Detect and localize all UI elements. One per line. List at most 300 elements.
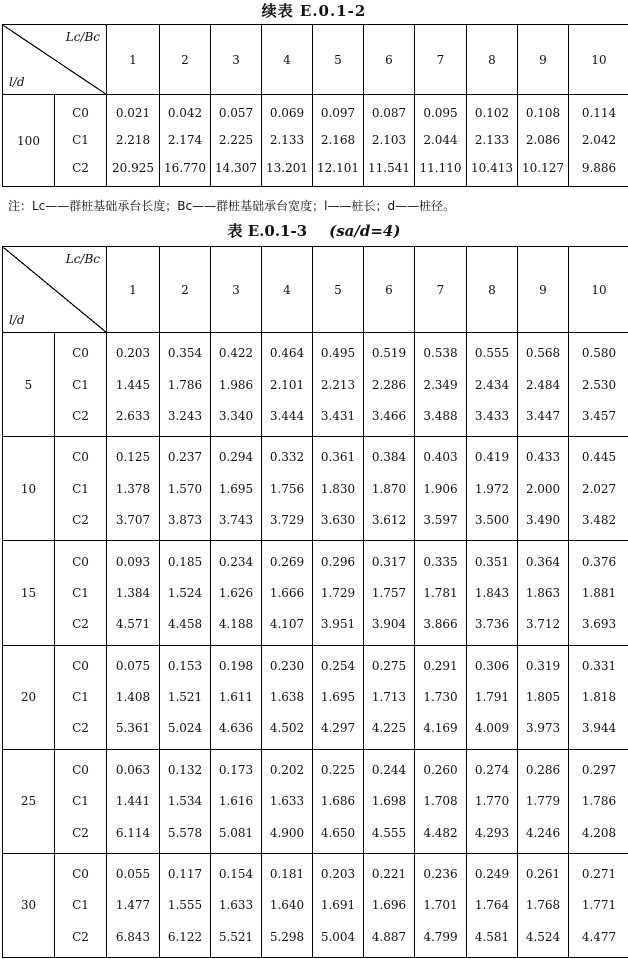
value-cell xyxy=(518,333,569,437)
value-stack xyxy=(467,650,517,744)
table-row xyxy=(3,853,628,957)
value-cell xyxy=(364,853,415,957)
column-header: 2 xyxy=(160,25,211,95)
value-stack xyxy=(518,650,568,744)
coefficient-value: 3.707 xyxy=(115,513,151,528)
value-stack xyxy=(313,442,363,536)
coefficient-value: 1.786 xyxy=(581,794,617,809)
value-stack xyxy=(211,650,261,744)
coefficient-value: 3.712 xyxy=(525,617,561,632)
coefficient-value: 1.756 xyxy=(269,481,305,496)
coefficient-value: 2.633 xyxy=(115,408,151,423)
value-cell xyxy=(211,853,262,957)
value-stack xyxy=(107,100,159,182)
coefficient-label: C0 xyxy=(72,346,89,361)
l-d-value-cell: 30 xyxy=(3,853,55,957)
coefficient-value: 1.640 xyxy=(269,898,305,913)
coefficient-value: 1.696 xyxy=(371,898,407,913)
value-stack xyxy=(262,650,312,744)
coefficient-value: 5.521 xyxy=(218,929,254,944)
coefficient-value: 4.900 xyxy=(269,825,305,840)
value-stack xyxy=(569,100,628,182)
coefficient-value: 1.441 xyxy=(115,794,151,809)
coefficient-value: 3.243 xyxy=(167,408,203,423)
value-cell xyxy=(467,749,518,853)
value-stack xyxy=(107,858,159,952)
coefficient-value: 2.349 xyxy=(423,377,458,392)
coefficient-value: 3.431 xyxy=(320,408,356,423)
coefficient-value: 1.633 xyxy=(269,794,305,809)
value-cell xyxy=(160,541,211,645)
coefficient-label: C0 xyxy=(72,554,89,569)
value-stack xyxy=(160,442,210,536)
table-note: 注：Lc——群桩基础承台长度；Bc——群桩基础承台宽度；l——桩长；d——桩径。 xyxy=(8,199,456,213)
value-cell xyxy=(107,95,160,187)
l-d-value-cell: 10 xyxy=(3,437,55,541)
coefficient-value: 1.570 xyxy=(167,481,203,496)
coefficient-value: 1.666 xyxy=(269,585,305,600)
coefficient-value: 3.736 xyxy=(474,617,510,632)
coefficient-label-stack xyxy=(55,546,106,640)
coefficient-value: 1.764 xyxy=(474,898,510,913)
coefficient-value: 4.208 xyxy=(581,825,617,840)
value-cell xyxy=(569,437,628,541)
value-stack xyxy=(107,754,159,848)
coefficient-table xyxy=(2,246,628,958)
value-stack xyxy=(262,546,312,640)
coefficient-value: 16.770 xyxy=(164,160,206,175)
coefficient-value: 0.057 xyxy=(218,106,254,121)
value-cell xyxy=(262,541,313,645)
value-cell xyxy=(313,541,364,645)
column-header: 7 xyxy=(415,247,467,333)
l-d-value-cell: 100 xyxy=(3,95,55,187)
value-stack xyxy=(262,100,312,182)
coefficient-value: 2.213 xyxy=(320,377,356,392)
coefficient-value: 3.693 xyxy=(581,617,617,632)
value-stack xyxy=(107,338,159,432)
value-cell xyxy=(262,853,313,957)
value-stack xyxy=(262,442,312,536)
value-cell xyxy=(415,333,467,437)
value-cell xyxy=(160,333,211,437)
value-stack xyxy=(107,546,159,640)
coefficient-value: 0.568 xyxy=(525,346,561,361)
coefficient-value: 1.616 xyxy=(218,794,254,809)
header-lc-bc-label: Lc/Bc xyxy=(65,30,100,44)
coefficient-value: 4.188 xyxy=(218,617,254,632)
column-header: 4 xyxy=(262,247,313,333)
column-header: 1 xyxy=(107,25,160,95)
coefficient-value: 3.482 xyxy=(581,513,617,528)
coefficient-value: 3.447 xyxy=(525,408,561,423)
coefficient-value: 12.101 xyxy=(317,160,359,175)
value-cell xyxy=(467,333,518,437)
coefficient-value: 2.286 xyxy=(371,377,407,392)
coefficient-value: 6.114 xyxy=(115,825,151,840)
coefficient-value: 3.944 xyxy=(581,721,617,736)
l-d-value-cell: 5 xyxy=(3,333,55,437)
coefficient-value: 0.306 xyxy=(474,658,510,673)
coefficient-value: 0.055 xyxy=(115,867,151,882)
coefficient-value: 0.069 xyxy=(269,106,305,121)
coefficient-value: 1.408 xyxy=(115,690,151,705)
coefficient-label-cell xyxy=(55,437,107,541)
value-cell xyxy=(107,333,160,437)
value-stack xyxy=(313,100,363,182)
coefficient-label-cell xyxy=(55,95,107,187)
coefficient-value: 0.132 xyxy=(167,762,203,777)
coefficient-value: 3.500 xyxy=(474,513,510,528)
coefficient-value: 11.541 xyxy=(368,160,410,175)
coefficient-value: 2.042 xyxy=(581,133,617,148)
coefficient-value: 4.799 xyxy=(423,929,458,944)
coefficient-label-stack xyxy=(55,338,106,432)
value-cell xyxy=(313,645,364,749)
value-cell xyxy=(313,437,364,541)
coefficient-value: 3.340 xyxy=(218,408,254,423)
coefficient-value: 5.004 xyxy=(320,929,356,944)
coefficient-value: 2.434 xyxy=(474,377,510,392)
value-stack xyxy=(107,442,159,536)
column-header: 3 xyxy=(211,25,262,95)
coefficient-value: 0.331 xyxy=(581,658,617,673)
coefficient-label-stack xyxy=(55,754,106,848)
coefficient-value: 3.873 xyxy=(167,513,203,528)
coefficient-value: 2.218 xyxy=(115,133,151,148)
coefficient-value: 2.168 xyxy=(320,133,356,148)
value-cell xyxy=(467,853,518,957)
coefficient-value: 0.125 xyxy=(115,450,151,465)
coefficient-value: 0.225 xyxy=(320,762,356,777)
coefficient-value: 0.351 xyxy=(474,554,510,569)
coefficient-label: C2 xyxy=(72,825,89,840)
value-cell xyxy=(211,333,262,437)
value-cell xyxy=(415,437,467,541)
coefficient-value: 0.075 xyxy=(115,658,151,673)
value-cell xyxy=(415,541,467,645)
coefficient-value: 1.534 xyxy=(167,794,203,809)
coefficient-value: 1.986 xyxy=(218,377,254,392)
value-stack xyxy=(211,858,261,952)
coefficient-value: 3.904 xyxy=(371,617,407,632)
coefficient-value: 0.154 xyxy=(218,867,254,882)
value-cell xyxy=(160,95,211,187)
coefficient-value: 3.729 xyxy=(269,513,305,528)
table-title-main: 表 E.0.1-3 xyxy=(227,222,308,240)
coefficient-value: 20.925 xyxy=(112,160,154,175)
value-cell xyxy=(569,645,628,749)
value-cell xyxy=(160,749,211,853)
value-stack xyxy=(415,100,466,182)
coefficient-value: 1.791 xyxy=(474,690,510,705)
coefficient-label: C1 xyxy=(72,690,89,705)
coefficient-value: 0.354 xyxy=(167,346,203,361)
value-cell xyxy=(518,645,569,749)
value-stack xyxy=(211,442,261,536)
header-row xyxy=(3,247,628,333)
coefficient-value: 1.611 xyxy=(218,690,254,705)
coefficient-label: C0 xyxy=(72,658,89,673)
value-stack xyxy=(569,442,628,536)
coefficient-value: 0.198 xyxy=(218,658,254,673)
value-cell xyxy=(569,541,628,645)
coefficient-value: 3.743 xyxy=(218,513,254,528)
coefficient-value: 0.445 xyxy=(581,450,617,465)
coefficient-value: 0.261 xyxy=(525,867,561,882)
column-header: 8 xyxy=(467,25,518,95)
value-stack xyxy=(415,650,466,744)
coefficient-value: 2.530 xyxy=(581,377,617,392)
value-stack xyxy=(313,546,363,640)
coefficient-value: 4.482 xyxy=(423,825,458,840)
coefficient-label: C0 xyxy=(72,867,89,882)
coefficient-value: 3.444 xyxy=(269,408,305,423)
coefficient-value: 0.291 xyxy=(423,658,458,673)
coefficient-label-cell xyxy=(55,749,107,853)
value-cell xyxy=(569,853,628,957)
value-stack xyxy=(364,650,414,744)
coefficient-value: 13.201 xyxy=(266,160,308,175)
coefficient-value: 1.521 xyxy=(167,690,203,705)
table-row xyxy=(3,333,628,437)
coefficient-value: 2.044 xyxy=(423,133,458,148)
value-cell xyxy=(313,95,364,187)
coefficient-value: 0.364 xyxy=(525,554,561,569)
value-stack xyxy=(364,100,414,182)
value-cell xyxy=(364,437,415,541)
l-d-value-cell: 25 xyxy=(3,749,55,853)
coefficient-value: 0.519 xyxy=(371,346,407,361)
coefficient-value: 0.294 xyxy=(218,450,254,465)
coefficient-value: 0.269 xyxy=(269,554,305,569)
coefficient-value: 0.117 xyxy=(167,867,203,882)
value-cell xyxy=(467,541,518,645)
coefficient-value: 3.973 xyxy=(525,721,561,736)
coefficient-value: 0.102 xyxy=(474,106,510,121)
value-stack xyxy=(364,754,414,848)
value-cell xyxy=(415,853,467,957)
column-header: 9 xyxy=(518,25,569,95)
value-stack xyxy=(211,100,261,182)
coefficient-value: 1.729 xyxy=(320,585,356,600)
coefficient-value: 1.863 xyxy=(525,585,561,600)
value-cell xyxy=(467,437,518,541)
value-stack xyxy=(160,546,210,640)
coefficient-value: 2.027 xyxy=(581,481,617,496)
column-header: 5 xyxy=(313,247,364,333)
coefficient-value: 11.110 xyxy=(419,160,462,175)
value-stack xyxy=(160,754,210,848)
value-stack xyxy=(569,546,628,640)
coefficient-value: 0.021 xyxy=(115,106,151,121)
value-stack xyxy=(467,858,517,952)
value-cell xyxy=(415,749,467,853)
coefficient-value: 2.103 xyxy=(371,133,407,148)
value-cell xyxy=(313,749,364,853)
coefficient-value: 0.275 xyxy=(371,658,407,673)
coefficient-value: 4.293 xyxy=(474,825,510,840)
value-cell xyxy=(518,853,569,957)
value-cell xyxy=(262,645,313,749)
value-stack xyxy=(107,650,159,744)
coefficient-value: 9.886 xyxy=(581,160,617,175)
continued-table-title: 续表 E.0.1-2 xyxy=(261,2,367,20)
value-stack xyxy=(313,338,363,432)
value-cell xyxy=(211,645,262,749)
column-header: 2 xyxy=(160,247,211,333)
coefficient-value: 0.249 xyxy=(474,867,510,882)
coefficient-value: 0.464 xyxy=(269,346,305,361)
table-row xyxy=(3,541,628,645)
column-header: 10 xyxy=(569,247,628,333)
value-stack xyxy=(415,858,466,952)
coefficient-value: 1.384 xyxy=(115,585,151,600)
value-stack xyxy=(160,338,210,432)
coefficient-value: 6.843 xyxy=(115,929,151,944)
coefficient-value: 5.578 xyxy=(167,825,203,840)
coefficient-value: 1.695 xyxy=(320,690,356,705)
coefficient-label: C2 xyxy=(72,721,89,736)
value-cell xyxy=(107,749,160,853)
coefficient-value: 5.081 xyxy=(218,825,254,840)
value-stack xyxy=(467,100,517,182)
coefficient-value: 4.524 xyxy=(525,929,561,944)
coefficient-value: 1.626 xyxy=(218,585,254,600)
coefficient-value: 2.225 xyxy=(218,133,254,148)
coefficient-value: 4.225 xyxy=(371,721,407,736)
coefficient-value: 4.009 xyxy=(474,721,510,736)
column-header: 3 xyxy=(211,247,262,333)
coefficient-value: 0.244 xyxy=(371,762,407,777)
coefficient-value: 0.230 xyxy=(269,658,305,673)
coefficient-value: 4.458 xyxy=(167,617,203,632)
value-stack xyxy=(467,546,517,640)
coefficient-value: 1.843 xyxy=(474,585,510,600)
value-cell xyxy=(313,853,364,957)
coefficient-value: 1.757 xyxy=(371,585,407,600)
coefficient-label: C0 xyxy=(72,450,89,465)
coefficient-value: 2.174 xyxy=(167,133,203,148)
coefficient-value: 3.433 xyxy=(474,408,510,423)
coefficient-label: C2 xyxy=(72,513,89,528)
header-l-d-label: l/d xyxy=(9,75,25,89)
coefficient-table-continued xyxy=(2,24,628,187)
value-stack xyxy=(518,338,568,432)
coefficient-label: C2 xyxy=(72,617,89,632)
header-lc-bc-label: Lc/Bc xyxy=(65,252,100,266)
coefficient-value: 0.108 xyxy=(525,106,561,121)
coefficient-label: C0 xyxy=(72,106,89,121)
coefficient-label-cell xyxy=(55,333,107,437)
coefficient-label-cell xyxy=(55,645,107,749)
coefficient-value: 1.701 xyxy=(423,898,458,913)
value-stack xyxy=(518,754,568,848)
coefficient-value: 3.866 xyxy=(423,617,458,632)
coefficient-label: C2 xyxy=(72,160,89,175)
coefficient-value: 1.378 xyxy=(115,481,151,496)
coefficient-value: 1.786 xyxy=(167,377,203,392)
coefficient-value: 4.107 xyxy=(269,617,305,632)
coefficient-value: 4.581 xyxy=(474,929,510,944)
value-stack xyxy=(518,858,568,952)
coefficient-value: 0.202 xyxy=(269,762,305,777)
coefficient-value: 14.307 xyxy=(215,160,257,175)
column-header: 5 xyxy=(313,25,364,95)
coefficient-label: C1 xyxy=(72,585,89,600)
value-stack xyxy=(160,858,210,952)
coefficient-value: 3.597 xyxy=(423,513,458,528)
value-cell xyxy=(467,645,518,749)
coefficient-label: C2 xyxy=(72,929,89,944)
coefficient-value: 4.297 xyxy=(320,721,356,736)
value-stack xyxy=(415,754,466,848)
coefficient-label: C1 xyxy=(72,377,89,392)
coefficient-value: 4.502 xyxy=(269,721,305,736)
coefficient-value: 1.770 xyxy=(474,794,510,809)
value-stack xyxy=(211,754,261,848)
value-cell xyxy=(262,333,313,437)
value-cell xyxy=(160,437,211,541)
value-cell xyxy=(107,437,160,541)
coefficient-value: 1.686 xyxy=(320,794,356,809)
value-stack xyxy=(211,338,261,432)
coefficient-value: 1.906 xyxy=(423,481,458,496)
column-header: 9 xyxy=(518,247,569,333)
value-stack xyxy=(569,754,628,848)
coefficient-value: 4.887 xyxy=(371,929,407,944)
coefficient-value: 0.185 xyxy=(167,554,203,569)
value-stack xyxy=(364,546,414,640)
coefficient-value: 4.571 xyxy=(115,617,151,632)
coefficient-label: C2 xyxy=(72,408,89,423)
value-cell xyxy=(518,541,569,645)
table-row xyxy=(3,645,628,749)
coefficient-value: 0.332 xyxy=(269,450,305,465)
coefficient-value: 1.555 xyxy=(167,898,203,913)
value-cell xyxy=(107,541,160,645)
coefficient-value: 3.490 xyxy=(525,513,561,528)
value-stack xyxy=(160,650,210,744)
value-cell xyxy=(160,645,211,749)
coefficient-value: 0.237 xyxy=(167,450,203,465)
coefficient-value: 3.488 xyxy=(423,408,458,423)
coefficient-value: 4.650 xyxy=(320,825,356,840)
coefficient-value: 0.181 xyxy=(269,867,305,882)
coefficient-label: C0 xyxy=(72,762,89,777)
value-cell xyxy=(518,437,569,541)
coefficient-value: 0.376 xyxy=(581,554,617,569)
value-stack xyxy=(160,100,210,182)
coefficient-label-stack xyxy=(55,100,106,182)
value-stack xyxy=(415,442,466,536)
coefficient-value: 0.580 xyxy=(581,346,617,361)
value-stack xyxy=(415,546,466,640)
value-stack xyxy=(364,338,414,432)
coefficient-value: 0.097 xyxy=(320,106,356,121)
coefficient-value: 0.203 xyxy=(115,346,151,361)
value-cell xyxy=(160,853,211,957)
coefficient-value: 0.361 xyxy=(320,450,356,465)
value-stack xyxy=(518,100,568,182)
value-cell xyxy=(415,95,467,187)
coefficient-value: 0.173 xyxy=(218,762,254,777)
value-cell xyxy=(364,541,415,645)
coefficient-value: 3.457 xyxy=(581,408,617,423)
coefficient-value: 0.538 xyxy=(423,346,458,361)
coefficient-value: 0.271 xyxy=(581,867,617,882)
value-cell xyxy=(364,749,415,853)
